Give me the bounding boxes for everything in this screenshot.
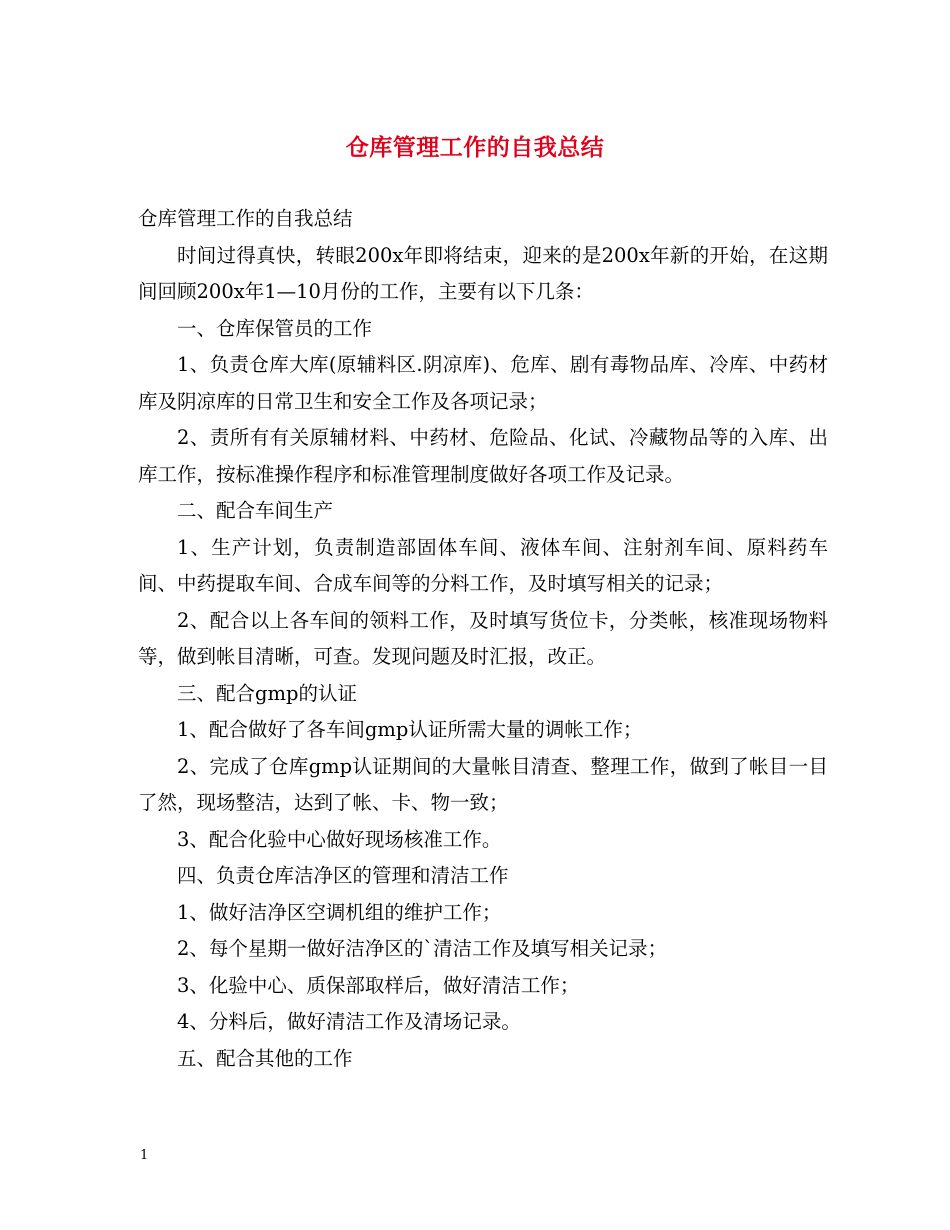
- section-heading-4: 四、负责仓库洁净区的管理和清洁工作: [177, 864, 509, 887]
- list-item-4-1: 1、做好洁净区空调机组的维护工作；: [177, 900, 502, 924]
- list-item-1-1: 1、负责仓库大库(原辅料区.阴凉库)、危库、剧有毒物品库、冷库、中药材库及阴凉库的日常卫生和安全工作及各项记录；: [138, 353, 828, 413]
- list-item-2-2: 2、配合以上各车间的领料工作，及时填写货位卡，分类帐，核准现场物料等，做到帐目清晰，可查。发现问题及时汇报，改正。: [138, 608, 828, 668]
- document-title: 仓库管理工作的自我总结: [345, 134, 605, 161]
- section-heading-2: 二、配合车间生产: [177, 499, 334, 522]
- paragraph-subtitle: 仓库管理工作的自我总结: [138, 207, 353, 230]
- section-heading-1: 一、仓库保管员的工作: [177, 316, 373, 340]
- paragraph-intro: 时间过得真快，转眼200x年即将结束，迎来的是200x年新的开始，在这期间回顾200x年1—10月份的工作，主要有以下几条：: [138, 243, 828, 303]
- document-body: [138, 201, 828, 1077]
- list-item-3-2: 2、完成了仓库gmp认证期间的大量帐目清查、整理工作，做到了帐目一目了然，现场整洁，达到了帐、卡、物一致；: [138, 754, 828, 814]
- list-item-2-1: 1、生产计划，负责制造部固体车间、液体车间、注射剂车间、原料药车间、中药提取车间、合成车间等的分料工作，及时填写相关的记录；: [138, 535, 828, 595]
- list-item-4-3: 3、化验中心、质保部取样后，做好清洁工作；: [177, 973, 580, 997]
- list-item-3-1: 1、配合做好了各车间gmp认证所需大量的调帐工作；: [177, 718, 643, 741]
- list-item-3-3: 3、配合化验中心做好现场核准工作。: [177, 827, 502, 851]
- section-heading-5: 五、配合其他的工作: [177, 1046, 353, 1070]
- page-number: 1: [140, 1148, 149, 1163]
- section-heading-3: 三、配合gmp的认证: [177, 681, 357, 705]
- list-item-4-2: 2、每个星期一做好洁净区的`清洁工作及填写相关记录；: [177, 937, 668, 960]
- list-item-1-2: 2、责所有有关原辅材料、中药材、危险品、化试、冷藏物品等的入库、出库工作，按标准操作程序和标准管理制度做好各项工作及记录。: [138, 426, 828, 486]
- list-item-4-4: 4、分料后，做好清洁工作及清场记录。: [177, 1010, 521, 1033]
